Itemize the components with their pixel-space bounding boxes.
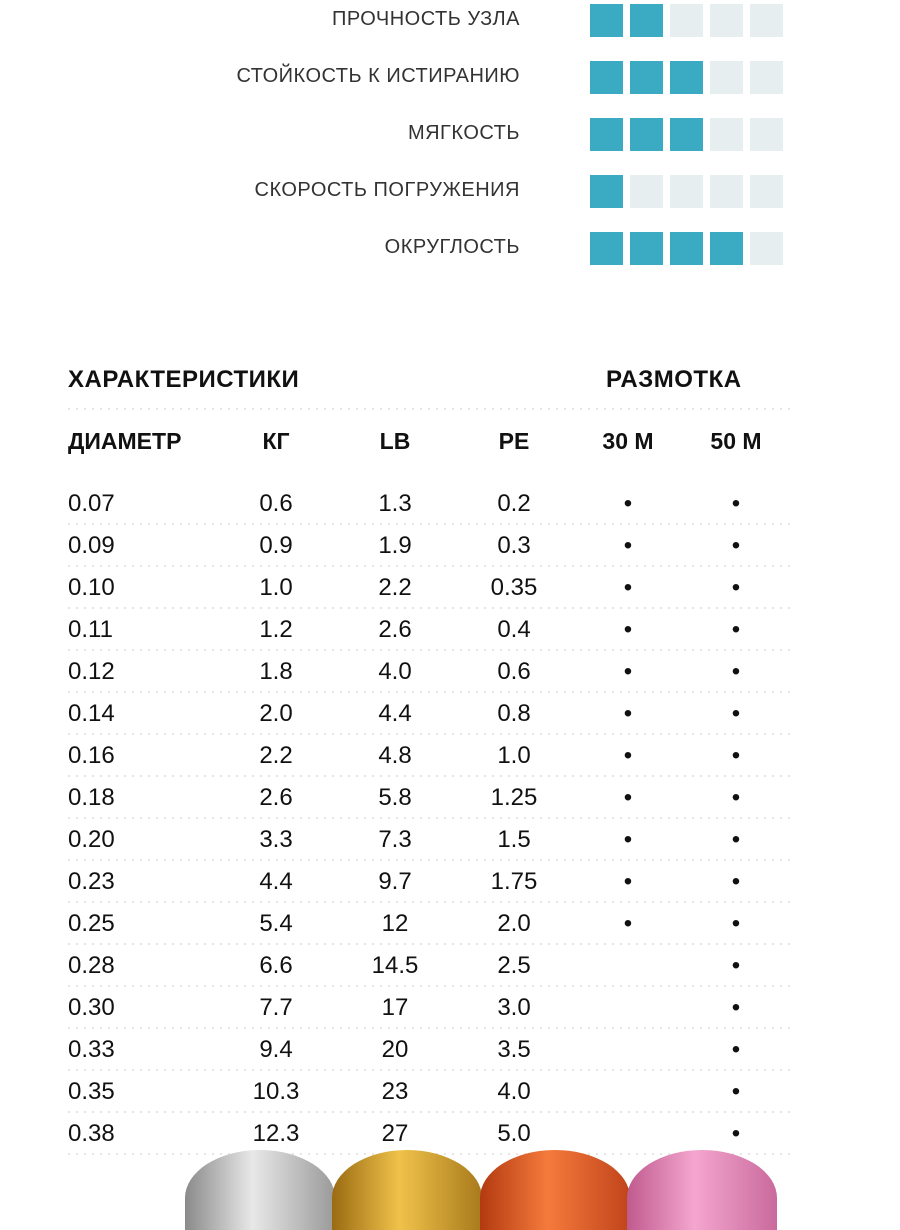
cell-50m: •	[731, 910, 741, 937]
cell-50m: •	[731, 658, 741, 685]
cell-pe: 1.0	[497, 742, 531, 769]
cell-50m: •	[731, 574, 741, 601]
table-row	[0, 570, 900, 612]
rating-square-empty	[710, 4, 743, 37]
header-30m: 30 М	[602, 428, 654, 454]
cell-50m: •	[731, 742, 741, 769]
rating-square-empty	[750, 232, 783, 265]
cell-kg: 5.4	[259, 910, 293, 937]
cell-lb: 14.5	[371, 952, 419, 979]
table-row	[0, 738, 900, 780]
cell-30m: •	[623, 700, 633, 727]
row-divider	[65, 649, 795, 651]
cell-diameter: 0.07	[68, 490, 115, 517]
rating-square-empty	[670, 175, 703, 208]
cell-pe: 0.3	[497, 532, 531, 559]
rating-square-empty	[750, 175, 783, 208]
cell-diameter: 0.20	[68, 826, 115, 853]
cell-diameter: 0.12	[68, 658, 115, 685]
cell-lb: 23	[381, 1078, 409, 1105]
cell-diameter: 0.35	[68, 1078, 115, 1105]
table-row	[0, 654, 900, 696]
rating-square-filled	[590, 61, 623, 94]
rating-square-filled	[670, 232, 703, 265]
cell-diameter: 0.23	[68, 868, 115, 895]
cell-50m: •	[731, 826, 741, 853]
cell-pe: 4.0	[497, 1078, 531, 1105]
rating-scale	[590, 61, 783, 94]
cell-diameter: 0.38	[68, 1120, 115, 1147]
rating-scale	[590, 118, 783, 151]
rating-square-filled	[630, 118, 663, 151]
cell-diameter: 0.28	[68, 952, 115, 979]
cell-lb: 2.6	[378, 616, 412, 643]
rating-square-filled	[670, 61, 703, 94]
row-divider	[65, 943, 795, 945]
cell-50m: •	[731, 1078, 741, 1105]
cell-kg: 10.3	[252, 1078, 300, 1105]
spool-gold-image	[332, 1150, 482, 1230]
cell-pe: 0.35	[490, 574, 538, 601]
header-diameter: ДИАМЕТР	[68, 428, 182, 454]
cell-pe: 3.5	[497, 1036, 531, 1063]
cell-50m: •	[731, 532, 741, 559]
rating-square-filled	[590, 232, 623, 265]
rating-scale	[590, 232, 783, 265]
cell-50m: •	[731, 700, 741, 727]
rating-square-filled	[630, 4, 663, 37]
rating-square-empty	[750, 61, 783, 94]
cell-diameter: 0.10	[68, 574, 115, 601]
cell-30m: •	[623, 910, 633, 937]
spool-title: РАЗМОТКА	[606, 366, 742, 393]
cell-kg: 7.7	[259, 994, 293, 1021]
cell-lb: 27	[381, 1120, 409, 1147]
rating-row	[0, 57, 900, 97]
rating-row	[0, 114, 900, 154]
cell-kg: 1.0	[259, 574, 293, 601]
rating-row	[0, 228, 900, 268]
row-divider	[65, 859, 795, 861]
table-row	[0, 486, 900, 528]
table-row	[0, 990, 900, 1032]
table-row	[0, 1074, 900, 1116]
cell-kg: 9.4	[259, 1036, 293, 1063]
cell-kg: 1.8	[259, 658, 293, 685]
rating-square-filled	[590, 4, 623, 37]
cell-lb: 1.9	[378, 532, 412, 559]
rating-square-filled	[590, 118, 623, 151]
cell-kg: 2.0	[259, 700, 293, 727]
cell-pe: 5.0	[497, 1120, 531, 1147]
rating-square-empty	[750, 4, 783, 37]
cell-pe: 2.5	[497, 952, 531, 979]
cell-50m: •	[731, 490, 741, 517]
cell-lb: 17	[381, 994, 409, 1021]
cell-30m: •	[623, 574, 633, 601]
row-divider	[65, 901, 795, 903]
cell-diameter: 0.16	[68, 742, 115, 769]
header-pe: PE	[498, 428, 530, 454]
header-kg: КГ	[262, 428, 290, 454]
row-divider	[65, 733, 795, 735]
cell-30m: •	[623, 616, 633, 643]
cell-diameter: 0.30	[68, 994, 115, 1021]
divider	[65, 408, 795, 410]
rating-square-empty	[630, 175, 663, 208]
table-row	[0, 1032, 900, 1074]
table-row	[0, 864, 900, 906]
rating-square-empty	[670, 4, 703, 37]
cell-pe: 1.5	[497, 826, 531, 853]
row-divider	[65, 775, 795, 777]
spool-pink-image	[627, 1150, 777, 1230]
row-divider	[65, 817, 795, 819]
spool-grey-image	[185, 1150, 335, 1230]
rating-label: ПРОЧНОСТЬ УЗЛА	[332, 8, 520, 30]
cell-kg: 2.6	[259, 784, 293, 811]
cell-diameter: 0.14	[68, 700, 115, 727]
rating-label: ОКРУГЛОСТЬ	[384, 236, 520, 258]
row-divider	[65, 565, 795, 567]
cell-50m: •	[731, 994, 741, 1021]
rating-square-filled	[670, 118, 703, 151]
cell-diameter: 0.11	[68, 616, 113, 643]
cell-diameter: 0.09	[68, 532, 115, 559]
cell-lb: 5.8	[378, 784, 412, 811]
cell-diameter: 0.18	[68, 784, 115, 811]
cell-30m: •	[623, 490, 633, 517]
header-lb: LB	[379, 428, 411, 454]
table-row	[0, 906, 900, 948]
row-divider	[65, 1111, 795, 1113]
cell-lb: 4.0	[378, 658, 412, 685]
cell-30m: •	[623, 868, 633, 895]
cell-lb: 4.8	[378, 742, 412, 769]
cell-kg: 0.9	[259, 532, 293, 559]
cell-kg: 3.3	[259, 826, 293, 853]
table-row	[0, 822, 900, 864]
cell-50m: •	[731, 868, 741, 895]
cell-pe: 3.0	[497, 994, 531, 1021]
table-row	[0, 696, 900, 738]
table-row	[0, 780, 900, 822]
rating-square-empty	[710, 175, 743, 208]
cell-30m: •	[623, 532, 633, 559]
spool-orange-image	[480, 1150, 630, 1230]
cell-lb: 7.3	[378, 826, 412, 853]
cell-lb: 1.3	[378, 490, 412, 517]
table-row	[0, 948, 900, 990]
table-row	[0, 612, 900, 654]
cell-diameter: 0.25	[68, 910, 115, 937]
cell-lb: 9.7	[378, 868, 412, 895]
cell-kg: 6.6	[259, 952, 293, 979]
cell-pe: 2.0	[497, 910, 531, 937]
table-row	[0, 1116, 900, 1158]
row-divider	[65, 523, 795, 525]
cell-kg: 1.2	[259, 616, 293, 643]
table-row	[0, 528, 900, 570]
cell-pe: 1.25	[490, 784, 538, 811]
rating-square-filled	[710, 232, 743, 265]
cell-kg: 0.6	[259, 490, 293, 517]
rating-row	[0, 0, 900, 40]
cell-kg: 2.2	[259, 742, 293, 769]
cell-pe: 0.2	[497, 490, 531, 517]
cell-pe: 0.8	[497, 700, 531, 727]
rating-square-filled	[590, 175, 623, 208]
cell-50m: •	[731, 1120, 741, 1147]
rating-row	[0, 171, 900, 211]
cell-pe: 0.4	[497, 616, 531, 643]
cell-30m: •	[623, 742, 633, 769]
cell-lb: 20	[381, 1036, 409, 1063]
cell-50m: •	[731, 616, 741, 643]
cell-30m: •	[623, 826, 633, 853]
cell-50m: •	[731, 952, 741, 979]
header-50m: 50 М	[710, 428, 762, 454]
rating-square-empty	[710, 61, 743, 94]
cell-30m: •	[623, 658, 633, 685]
rating-label: МЯГКОСТЬ	[407, 122, 520, 144]
rating-square-empty	[750, 118, 783, 151]
row-divider	[65, 1027, 795, 1029]
rating-square-filled	[630, 232, 663, 265]
rating-scale	[590, 4, 783, 37]
rating-label: СКОРОСТЬ ПОГРУЖЕНИЯ	[254, 179, 520, 201]
cell-kg: 4.4	[259, 868, 293, 895]
cell-50m: •	[731, 1036, 741, 1063]
row-divider	[65, 1069, 795, 1071]
cell-kg: 12.3	[252, 1120, 300, 1147]
cell-lb: 12	[381, 910, 409, 937]
cell-pe: 0.6	[497, 658, 531, 685]
row-divider	[65, 985, 795, 987]
cell-lb: 4.4	[378, 700, 412, 727]
cell-lb: 2.2	[378, 574, 412, 601]
rating-square-filled	[630, 61, 663, 94]
cell-pe: 1.75	[490, 868, 538, 895]
rating-square-empty	[710, 118, 743, 151]
cell-50m: •	[731, 784, 741, 811]
table-title: ХАРАКТЕРИСТИКИ	[68, 366, 300, 393]
rating-scale	[590, 175, 783, 208]
rating-label: СТОЙКОСТЬ К ИСТИРАНИЮ	[236, 65, 520, 87]
cell-30m: •	[623, 784, 633, 811]
row-divider	[65, 691, 795, 693]
row-divider	[65, 607, 795, 609]
cell-diameter: 0.33	[68, 1036, 115, 1063]
